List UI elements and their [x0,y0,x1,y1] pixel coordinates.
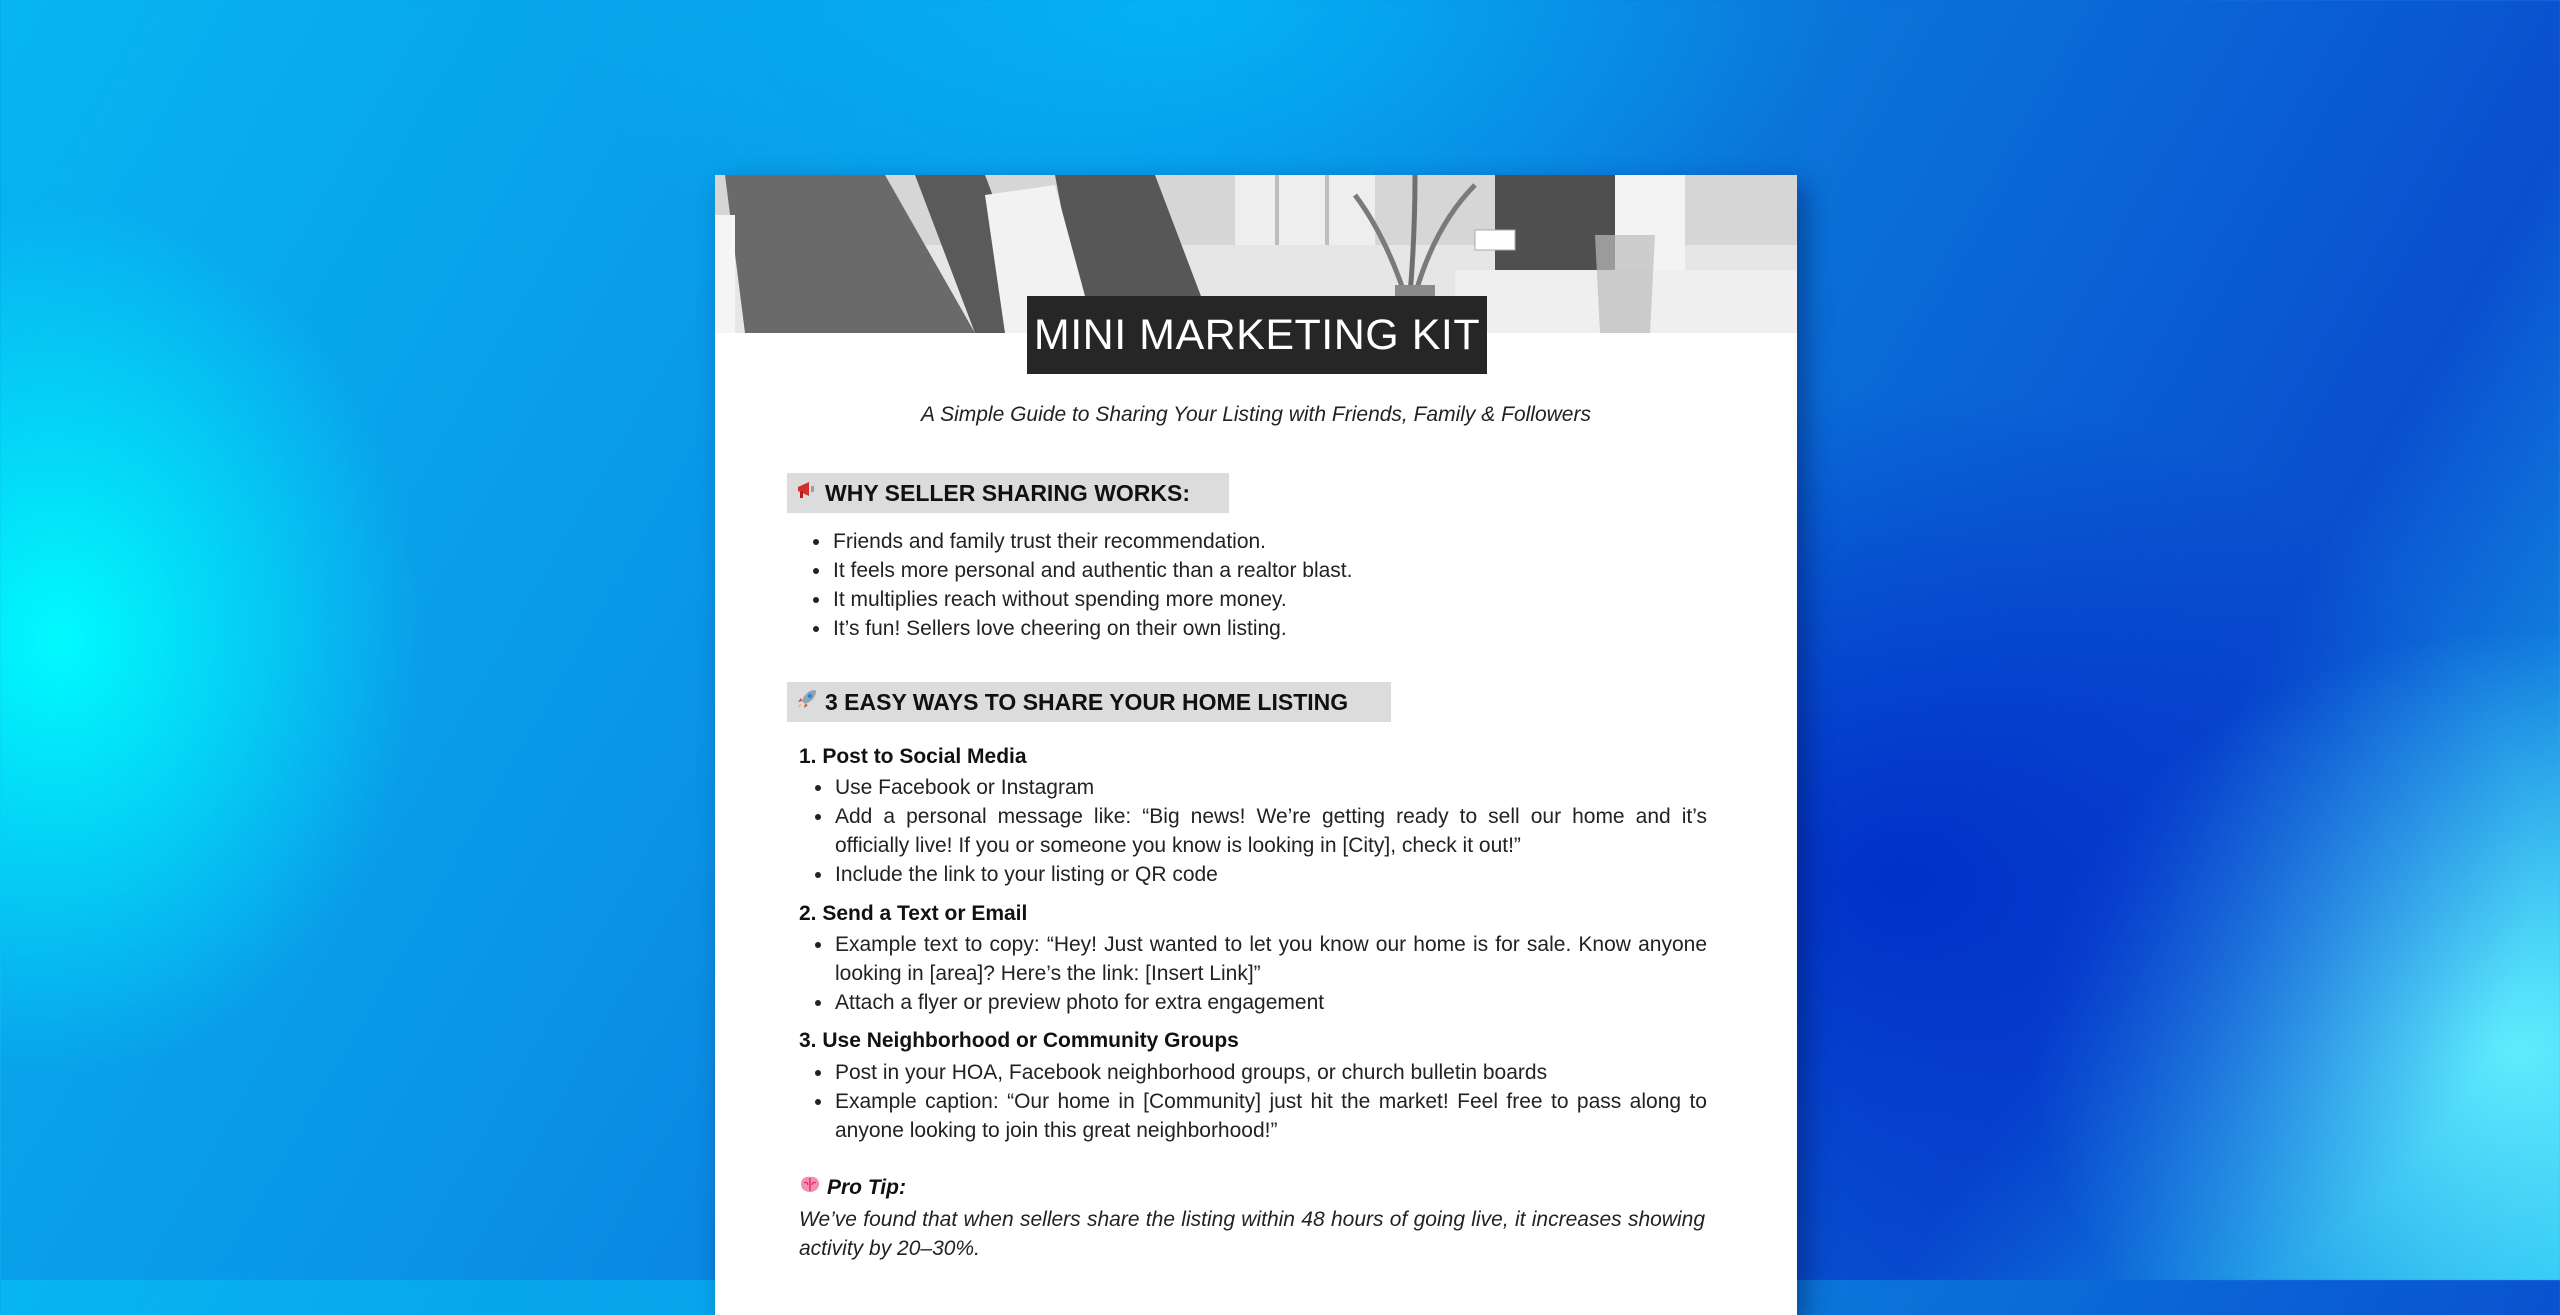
section-heading-label: 3 EASY WAYS TO SHARE YOUR HOME LISTING [825,688,1349,715]
rocket-icon [795,687,819,717]
brain-icon [799,1175,821,1201]
document-subtitle: A Simple Guide to Sharing Your Listing with Friends, Family & Followers [921,403,1591,426]
section-heading-easy-ways [787,682,1391,722]
section-heading-label: WHY SELLER SHARING WORKS: [825,479,1191,506]
list-item: Include the link to your listing or QR code [801,860,1707,889]
social-media-list [801,773,1707,889]
document-title: MINI MARKETING KIT [1027,296,1487,374]
why-sharing-list [799,527,1352,643]
section-heading-why-sharing [787,473,1229,513]
community-groups-list [801,1058,1707,1145]
list-item: Friends and family trust their recommendation. [799,527,1352,556]
pro-tip-label: Pro Tip: [827,1176,906,1199]
step-title-text-email: 2. Send a Text or Email [799,902,1028,925]
text-email-list [801,930,1707,1017]
step-title-social-media: 1. Post to Social Media [799,745,1027,768]
list-item: Use Facebook or Instagram [801,773,1707,802]
list-item: It feels more personal and authentic than a realtor blast. [799,556,1352,585]
marketing-kit-page [715,175,1797,1315]
list-item: Add a personal message like: “Big news! We’re getting ready to sell our home and it’s officially live! If you or someone you know is looking in [City], check it out!” [801,802,1707,860]
pro-tip-title [799,1175,906,1201]
list-item: It multiplies reach without spending more money. [799,585,1352,614]
megaphone-icon [795,478,819,508]
list-item: Post in your HOA, Facebook neighborhood groups, or church bulletin boards [801,1058,1707,1087]
pro-tip-body: We’ve found that when sellers share the listing within 48 hours of going live, it increases showing activity by 20–30%. [799,1208,1705,1260]
list-item: Example caption: “Our home in [Community] just hit the market! Feel free to pass along to anyone looking to join this great neighborhood!” [801,1087,1707,1145]
list-item: Attach a flyer or preview photo for extra engagement [801,988,1707,1017]
list-item: Example text to copy: “Hey! Just wanted to let you know our home is for sale. Know anyone looking in [area]? Here’s the link: [Insert Link]” [801,930,1707,988]
list-item: It’s fun! Sellers love cheering on their own listing. [799,614,1352,643]
step-title-community-groups: 3. Use Neighborhood or Community Groups [799,1029,1239,1052]
